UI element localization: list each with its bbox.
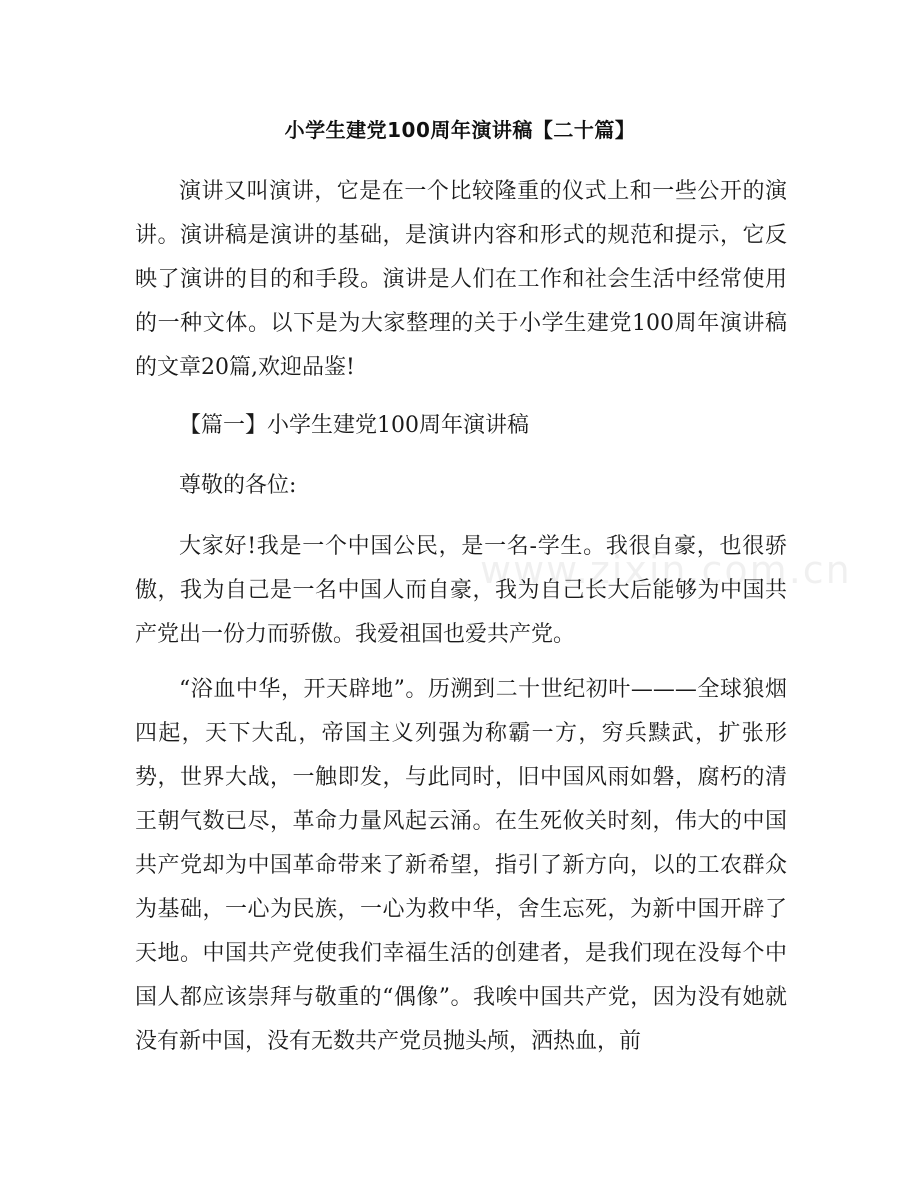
document-title: 小学生建党100周年演讲稿【二十篇】	[284, 118, 636, 142]
section-heading: 【篇一】小学生建党100周年演讲稿	[179, 413, 529, 438]
watermark: www.zixin.com.cn	[480, 548, 852, 592]
salutation: 尊敬的各位:	[179, 473, 297, 498]
body-paragraph-history: “浴血中华，开天辟地”。历溯到二十世纪初叶———全球狼烟四起，天下大乱，帝国主义列强为称霸一方，穷兵黩武，扩张形势，世界大战，一触即发，与此同时，旧中国风雨如磐，腐朽的清王朝气数已尽，革命力量风起云涌。在生死攸关时刻，伟大的中国共产党却为中国革命带来了新希望，指引了新方向，以的工农群众为基础，一心为民族，一心为救中华，舍生忘死，为新中国开辟了天地。中国共产党使我们幸福生活的创建者，是我们现在没每个中国人都应该崇拜与敬重的“偶像”。我唉中国共产党，因为没有她就没有新中国，没有无数共产党员抛头颅，洒热血，前	[135, 677, 787, 1054]
body-paragraph-greeting: 大家好!我是一个中国公民，是一名-学生。我很自豪，也很骄傲，我为自己是一名中国人而自豪，我为自己长大后能够为中国共产党出一份力而骄傲。我爱祖国也爱共产党。	[135, 534, 787, 647]
intro-paragraph: 演讲又叫演讲，它是在一个比较隆重的仪式上和一些公开的演讲。演讲稿是演讲的基础，是演讲内容和形式的规范和提示，它反映了演讲的目的和手段。演讲是人们在工作和社会生活中经常使用的一种文体。以下是为大家整理的关于小学生建党100周年演讲稿的文章20篇,欢迎品鉴!	[135, 179, 787, 380]
